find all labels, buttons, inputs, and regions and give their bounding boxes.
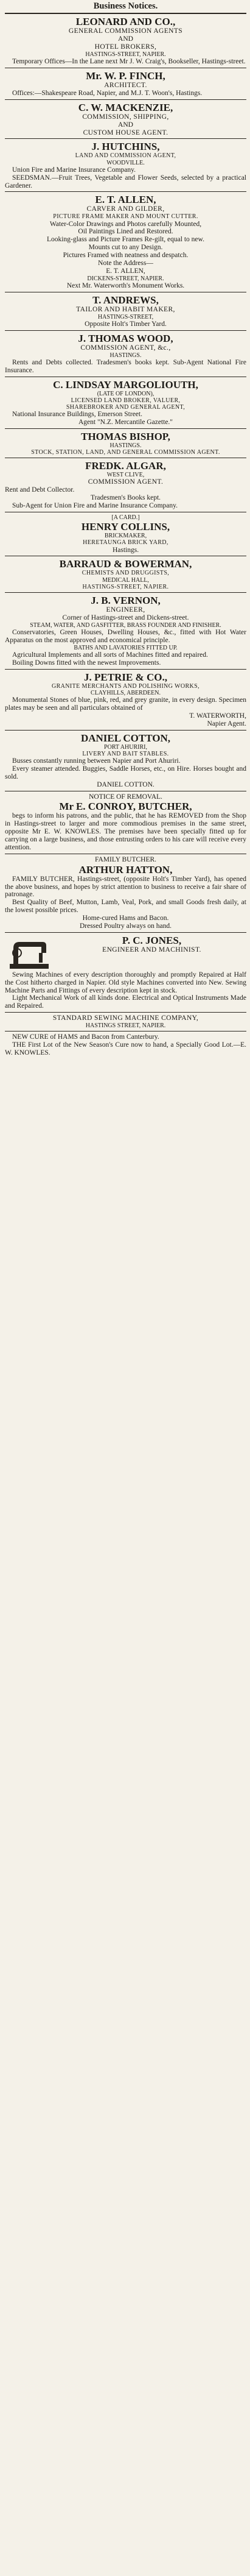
ad-body: begs to inform his patrons, and the public, that he has REMOVED from the Shop in Hastings-street to larger and more commodious premises in the same street, opposite Mr E. W. KNOWLES. The premises have been specially fitted up for carrying on a large business, and those entrusting orders to his care will receive every attention. — [5, 812, 246, 851]
advertiser-name: Mr. W. P. FINCH, — [86, 69, 165, 82]
advertiser-name: FREDK. ALGAR, — [85, 460, 166, 472]
ad-body: Next Mr. Waterworth's Monument Works. — [66, 281, 185, 289]
ad-line: LIVERY AND BAIT STABLES. — [82, 750, 169, 757]
ad-andrews — [5, 292, 246, 330]
ad-body: Dressed Poultry always on hand. — [79, 922, 172, 930]
advertiser-name: J. B. VERNON, — [91, 595, 161, 607]
sewing-machine-icon — [5, 935, 54, 971]
ad-line: GRANITE MERCHANTS AND POLISHING WORKS, — [51, 682, 200, 690]
ad-body: Monumental Stones of blue, pink, red, and grey granite, in every design. Specimen plates may be seen and all particulars obtained of — [5, 696, 246, 712]
ad-address: DICKENS-STREET, NAPIER. — [87, 275, 164, 282]
ad-barraud — [5, 556, 246, 592]
ad-line: Corner of Hastings-street and Dickens-street. — [62, 614, 189, 621]
ad-title: NOTICE OF REMOVAL. — [89, 793, 162, 801]
ad-vernon — [5, 592, 246, 669]
ad-body: Rents and Debts collected. Tradesmen's books kept. Sub-Agent National Fire Insurance. — [5, 358, 246, 374]
ad-body: Sewing Machines of every description thoroughly and promptly Repaired at Half the Cost hitherto charged in Napier. Old style Machines converted into New. Sewing Machine Parts and Fittings of every description kept in stock. — [5, 971, 246, 994]
ad-algar — [5, 458, 246, 512]
ad-body: Light Mechanical Work of all kinds done. Electrical and Optical Instruments Made and Repaired. — [5, 994, 246, 1010]
ad-line: PICTURE FRAME MAKER AND MOUNT CUTTER. — [53, 213, 198, 221]
ad-line: LAND AND COMMISSION AGENT, — [75, 152, 176, 160]
advertiser-name: J. HUTCHINS, — [91, 141, 160, 153]
ad-removal — [5, 791, 246, 854]
advertiser-name: HENRY COLLINS, — [81, 521, 170, 533]
ad-line: Opposite Holt's Timber Yard. — [85, 320, 167, 328]
ad-signature: Napier Agent. — [207, 720, 246, 727]
ad-body: SEEDSMAN.—Fruit Trees, Vegetable and Flower Seeds, selected by a practical Gardener. — [5, 174, 246, 189]
ad-hutchins — [5, 138, 246, 191]
ad-cotton — [5, 730, 246, 791]
ad-title: FAMILY BUTCHER. — [94, 855, 157, 863]
ad-line: ENGINEER, — [106, 606, 145, 614]
ad-line: COMMISSION AGENT, &c., — [80, 344, 171, 352]
ad-line: CLAYHILLS, ABERDEEN. — [91, 689, 161, 696]
advertiser-name: C. W. MACKENZIE, — [78, 101, 173, 113]
advertiser-name: LEONARD AND CO., — [75, 16, 176, 28]
ad-body: Mounts cut to any Design. — [88, 244, 163, 252]
ad-body: Tradesmen's Books kept. — [90, 494, 161, 502]
ad-masthead — [5, 935, 246, 971]
ad-line: ARCHITECT. — [104, 81, 147, 89]
ad-line: ENGINEER AND MACHINIST. — [102, 946, 201, 954]
ad-signature: T. WATERWORTH, — [189, 712, 246, 720]
ad-body: Rent and Debt Collector. — [5, 486, 75, 494]
ad-body: Water-Color Drawings and Photos carefully Mounted, — [49, 220, 202, 228]
ad-line: SHAREBROKER AND GENERAL AGENT, — [66, 403, 186, 411]
ad-standard — [5, 1012, 246, 1031]
advertiser-name: P. C. JONES, — [122, 934, 182, 946]
ad-body: Looking-glass and Picture Frames Re-gilt, equal to new. — [47, 236, 204, 244]
ad-address: HASTINGS-STREET, NAPIER. — [85, 51, 166, 58]
ad-body: Every steamer attended. Buggies, Saddle Horses, etc., on Hire. Horses bought and sold. — [5, 765, 246, 780]
ad-line: STANDARD SEWING MACHINE COMPANY, — [52, 1014, 199, 1022]
ad-line: CHEMISTS AND DRUGGISTS, — [82, 570, 170, 577]
ad-line: HASTINGS-STREET, NAPIER. — [82, 583, 169, 590]
ad-body: Note the Address— — [98, 259, 153, 267]
ad-allen — [5, 191, 246, 291]
ad-body: E. T. ALLEN, — [106, 267, 145, 275]
ad-body: Busses constantly running between Napier and Port Ahuriri. — [12, 757, 181, 765]
ad-line: STOCK, STATION, LAND, AND GENERAL COMMISSION AGENT. — [31, 449, 220, 456]
ad-collins — [5, 512, 246, 556]
ad-leonard — [5, 13, 246, 68]
ad-finch — [5, 68, 246, 99]
ad-line: HERETAUNGA BRICK YARD, — [83, 539, 168, 547]
advertiser-name: ARTHUR HATTON, — [78, 863, 173, 876]
advertiser-name: E. T. ALLEN, — [95, 194, 156, 206]
ad-body: National Insurance Buildings, Emerson Street. — [12, 411, 142, 419]
ad-body: NEW CURE of HAMS and Bacon from Canterbury. — [12, 1033, 159, 1041]
section-header: Business Notices. — [93, 1, 158, 11]
ad-body: THE First Lot of the New Season's Cure now to hand, a Specially Good Lot.—E. W. KNOWLES. — [5, 1041, 246, 1057]
ad-line: LICENSED LAND BROKER, VALUER, — [71, 397, 181, 404]
ad-line: AND — [118, 35, 133, 43]
ad-margoliouth — [5, 377, 246, 428]
ad-line: CUSTOM HOUSE AGENT. — [83, 129, 168, 136]
ad-bishop — [5, 428, 246, 458]
ad-line: HOTEL BROKERS, — [94, 43, 157, 51]
ad-petrie — [5, 669, 246, 730]
advertiser-name: J. THOMAS WOOD, — [78, 332, 173, 344]
ad-body: Oil Paintings Lined and Restored. — [78, 228, 173, 236]
ad-body: BATHS AND LAVATORIES FITTED UP. — [74, 644, 178, 651]
ad-body: Agent "N.Z. Mercantile Gazette." — [78, 418, 173, 426]
ad-body: Agricultural Implements and all sorts of Machines fitted and repaired. — [12, 651, 208, 659]
ad-mackenzie — [5, 99, 246, 139]
ad-line: PORT AHURIRI, — [104, 743, 147, 751]
ad-signature: DANIEL COTTON. — [97, 780, 155, 788]
ad-line: (LATE OF LONDON), — [97, 390, 155, 397]
ad-line: HASTINGS. — [109, 352, 142, 359]
ad-body: Offices:—Shakespeare Road, Napier, and M.J. T. Woon's, Hastings. — [12, 89, 203, 97]
ad-line: CARVER AND GILDER, — [86, 205, 165, 213]
advertiser-name: J. PETRIE & CO., — [84, 671, 167, 683]
advertiser-name: T. ANDREWS, — [92, 294, 159, 306]
ad-line: HASTINGS. — [109, 442, 142, 449]
ad-line: WEST CLIVE, — [106, 472, 145, 479]
ad-line: COMMISSION, SHIPPING, — [82, 113, 169, 121]
ad-line: GENERAL COMMISSION AGENTS — [68, 27, 183, 35]
ad-body: FAMILY BUTCHER, Hastings-street, (opposite Holt's Timber Yard), has opened the above business, and hopes by strict attention to business to receive a fair share of patronage. — [5, 875, 246, 899]
ad-line: HASTINGS STREET, NAPIER. — [85, 1022, 166, 1030]
ad-body: Pictures Framed with neatness and despatch. — [63, 252, 189, 260]
ad-line: AND — [118, 121, 133, 129]
ad-tag: [A CARD.] — [111, 514, 140, 521]
ad-body: Sub-Agent for Union Fire and Marine Insurance Company. — [12, 502, 178, 510]
advertiser-name: THOMAS BISHOP, — [81, 430, 170, 442]
ad-body: Boiling Downs fitted with the newest Improvements. — [12, 659, 161, 667]
ad-hams — [5, 1031, 246, 1059]
ad-line: TAILOR AND HABIT MAKER, — [76, 305, 175, 313]
ad-line: BRICKMAKER, — [104, 533, 147, 540]
ad-body: Temporary Offices—In the Lane next Mr J. W. Craig's, Bookseller, Hastings-street. — [12, 58, 246, 66]
ad-line: WOODVILLE. — [106, 159, 145, 166]
advertiser-name: DANIEL COTTON, — [80, 732, 171, 744]
ad-hatton — [5, 854, 246, 932]
ad-line: STEAM, WATER, AND GASFITTER, BRASS FOUNDER AND FINISHER. — [30, 621, 221, 629]
advertiser-name: BARRAUD & BOWERMAN, — [59, 558, 192, 570]
ad-line: HASTINGS-STREET, — [97, 313, 154, 320]
ad-body: Union Fire and Marine Insurance Company. — [12, 166, 136, 174]
ad-line: Hastings. — [112, 546, 139, 554]
ad-line: MEDICAL HALL, — [102, 576, 149, 584]
ad-wood — [5, 330, 246, 377]
ad-line: COMMISSION AGENT. — [88, 478, 164, 486]
ad-jones — [5, 932, 246, 1012]
ad-body: Home-cured Hams and Bacon. — [82, 915, 169, 922]
ad-body: Conservatories, Green Houses, Dwelling Houses, &c., fitted with Hot Water Apparatus on the most approved and economical principle. — [5, 629, 246, 644]
advertiser-name: Mr E. CONROY, BUTCHER, — [59, 801, 192, 813]
ad-body: Best Quality of Beef, Mutton, Lamb, Veal, Pork, and small Goods fresh daily, at the lowest possible prices. — [5, 899, 246, 915]
advertiser-name: C. LINDSAY MARGOLIOUTH, — [53, 378, 198, 391]
